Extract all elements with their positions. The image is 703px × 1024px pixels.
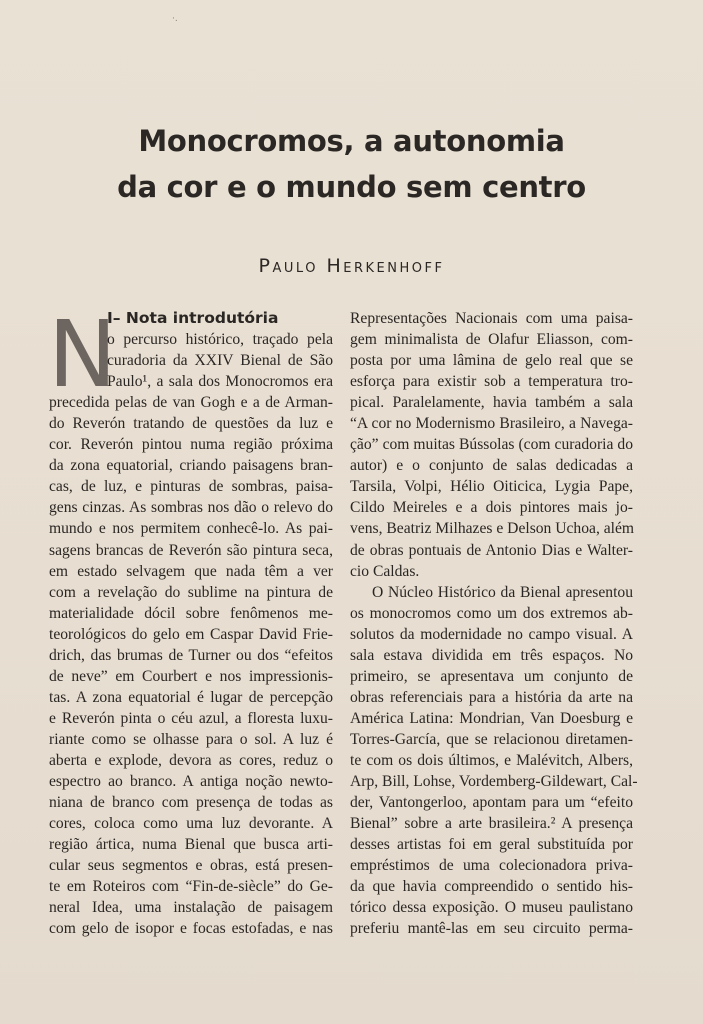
text-line: obras referenciais para a história da arte na — [350, 688, 633, 706]
text-line: preferiu mantê-las em seu circuito perma- — [350, 920, 633, 938]
text-line: cio Caldas. — [350, 562, 420, 580]
text-line: de obras pontuais de Antonio Dias e Walter- — [350, 541, 633, 559]
text-line: der, Vantongerloo, apontam para um “efeito — [350, 794, 633, 812]
text-line: os monocromos como um dos extremos ab- — [350, 604, 633, 622]
author-name: Paulo Herkenhoff — [258, 255, 445, 277]
text-line: e Reverón pinta o céu azul, a floresta luxu- — [49, 709, 333, 727]
text-line: Cildo Meireles e a dois pintores mais jo- — [350, 499, 633, 517]
text-line: tas. A zona equatorial é lugar de percepção — [49, 688, 333, 706]
text-line: curadoria da XXIV Bienal de São — [107, 352, 333, 370]
text-line: gem minimalista de Olafur Eliasson, com- — [350, 331, 633, 349]
title-line-1: Monocromos, a autonomia — [138, 124, 565, 158]
text-line: riante como se olhasse para o sol. A luz é — [49, 730, 333, 748]
text-line: Arp, Bill, Lohse, Vordemberg-Gildewart, Cal- — [350, 773, 638, 791]
text-line: te em Roteiros com “Fin-de-siècle” do Ge- — [49, 878, 333, 896]
text-line: O Núcleo Histórico da Bienal apresentou — [372, 583, 633, 601]
text-line: neral Idea, uma instalação de paisagem — [49, 899, 333, 917]
text-line: posta por uma lâmina de gelo real que se — [350, 352, 633, 370]
section-heading: I– Nota introdutória — [107, 309, 279, 327]
text-line: cores, coloca como uma luz devorante. A — [49, 815, 333, 833]
text-line: cor. Reverón pintou numa região próxima — [49, 436, 333, 454]
text-line: Bienal” sobre a arte brasileira.² A presença — [350, 815, 633, 833]
text-line: pical. Paralelamente, havia também a sala — [350, 394, 633, 412]
title-line-2: da cor e o mundo sem centro — [117, 170, 586, 204]
text-line: Torres-García, que se relacionou diretamen- — [350, 730, 633, 748]
text-line: primeiro, se apresentava um conjunto de — [350, 667, 633, 685]
scan-mark: ·. — [172, 14, 178, 24]
text-line: gens cinzas. As sombras nos dão o relevo do — [49, 499, 333, 517]
text-line: região ártica, numa Bienal que busca arti- — [49, 836, 333, 854]
left-column — [48, 301, 333, 939]
article-title — [60, 118, 643, 210]
text-line: Tarsila, Volpi, Hélio Oiticica, Lygia Pape, — [350, 478, 633, 496]
text-line: com gelo de isopor e focas estofadas, e nas — [49, 920, 333, 938]
text-line: te com os dois últimos, e Malévitch, Albers, — [350, 751, 633, 769]
text-line: Paulo¹, a sala dos Monocromos era — [107, 373, 333, 391]
text-line: sala estava dividida em três espaços. No — [350, 646, 633, 664]
text-line: tórico dessa exposição. O museu paulistano — [350, 899, 633, 917]
text-line: solutos da modernidade no campo visual. A — [350, 625, 633, 643]
text-line: desses artistas foi em geral substituída por — [350, 836, 633, 854]
text-line: drich, das brumas de Turner ou dos “efeitos — [49, 646, 333, 664]
text-line: Representações Nacionais com uma paisa- — [350, 310, 633, 327]
text-line: esforça para existir sob a temperatura tro- — [350, 373, 633, 391]
drop-cap: N — [48, 301, 117, 408]
text-line: espectro ao branco. A antiga noção newto- — [49, 773, 333, 791]
text-line: em estado selvagem que nada têm a ver — [49, 562, 333, 580]
text-line: mundo e nos permitem conhecê-lo. As pai- — [49, 520, 333, 538]
text-line: América Latina: Mondrian, Van Doesburg e — [350, 709, 633, 727]
text-line: autor) e o conjunto de salas dedicadas a — [350, 457, 633, 475]
right-column — [350, 308, 638, 939]
text-line: “A cor no Modernismo Brasileiro, a Navega- — [350, 415, 633, 433]
text-line: da que havia compreendido o sentido his- — [350, 878, 633, 896]
text-line: com a revelação do sublime na pintura de — [49, 583, 333, 601]
text-line: vens, Beatriz Milhazes e Delson Uchoa, além — [350, 520, 635, 538]
text-line: o percurso histórico, traçado pela — [107, 331, 333, 349]
text-line: materialidade dócil sobre fenômenos me- — [49, 604, 333, 622]
text-line: de neve” em Courbert e nos impressionis- — [49, 667, 333, 685]
text-line: sagens brancas de Reverón são pintura seca, — [49, 541, 333, 559]
text-line: cular seus segmentos e obras, está presen- — [49, 857, 333, 875]
text-line: ção” com muitas Bússolas (com curadoria do — [350, 436, 633, 454]
text-line: cas, de luz, e pinturas de sombras, paisa- — [49, 478, 333, 496]
text-line: precedida pelas de van Gogh e a de Arman- — [49, 394, 333, 412]
text-line: aberta e explode, devora as cores, reduz o — [49, 751, 333, 769]
text-line: teorológicos do gelo em Caspar David Frie- — [49, 625, 333, 643]
text-line: do Reverón tratando de questões da luz e — [49, 415, 333, 433]
text-line: niana de branco com presença de todas as — [49, 794, 333, 812]
text-line: da zona equatorial, criando paisagens bran- — [49, 457, 333, 475]
text-line: empréstimos de uma colecionadora priva- — [350, 857, 633, 875]
